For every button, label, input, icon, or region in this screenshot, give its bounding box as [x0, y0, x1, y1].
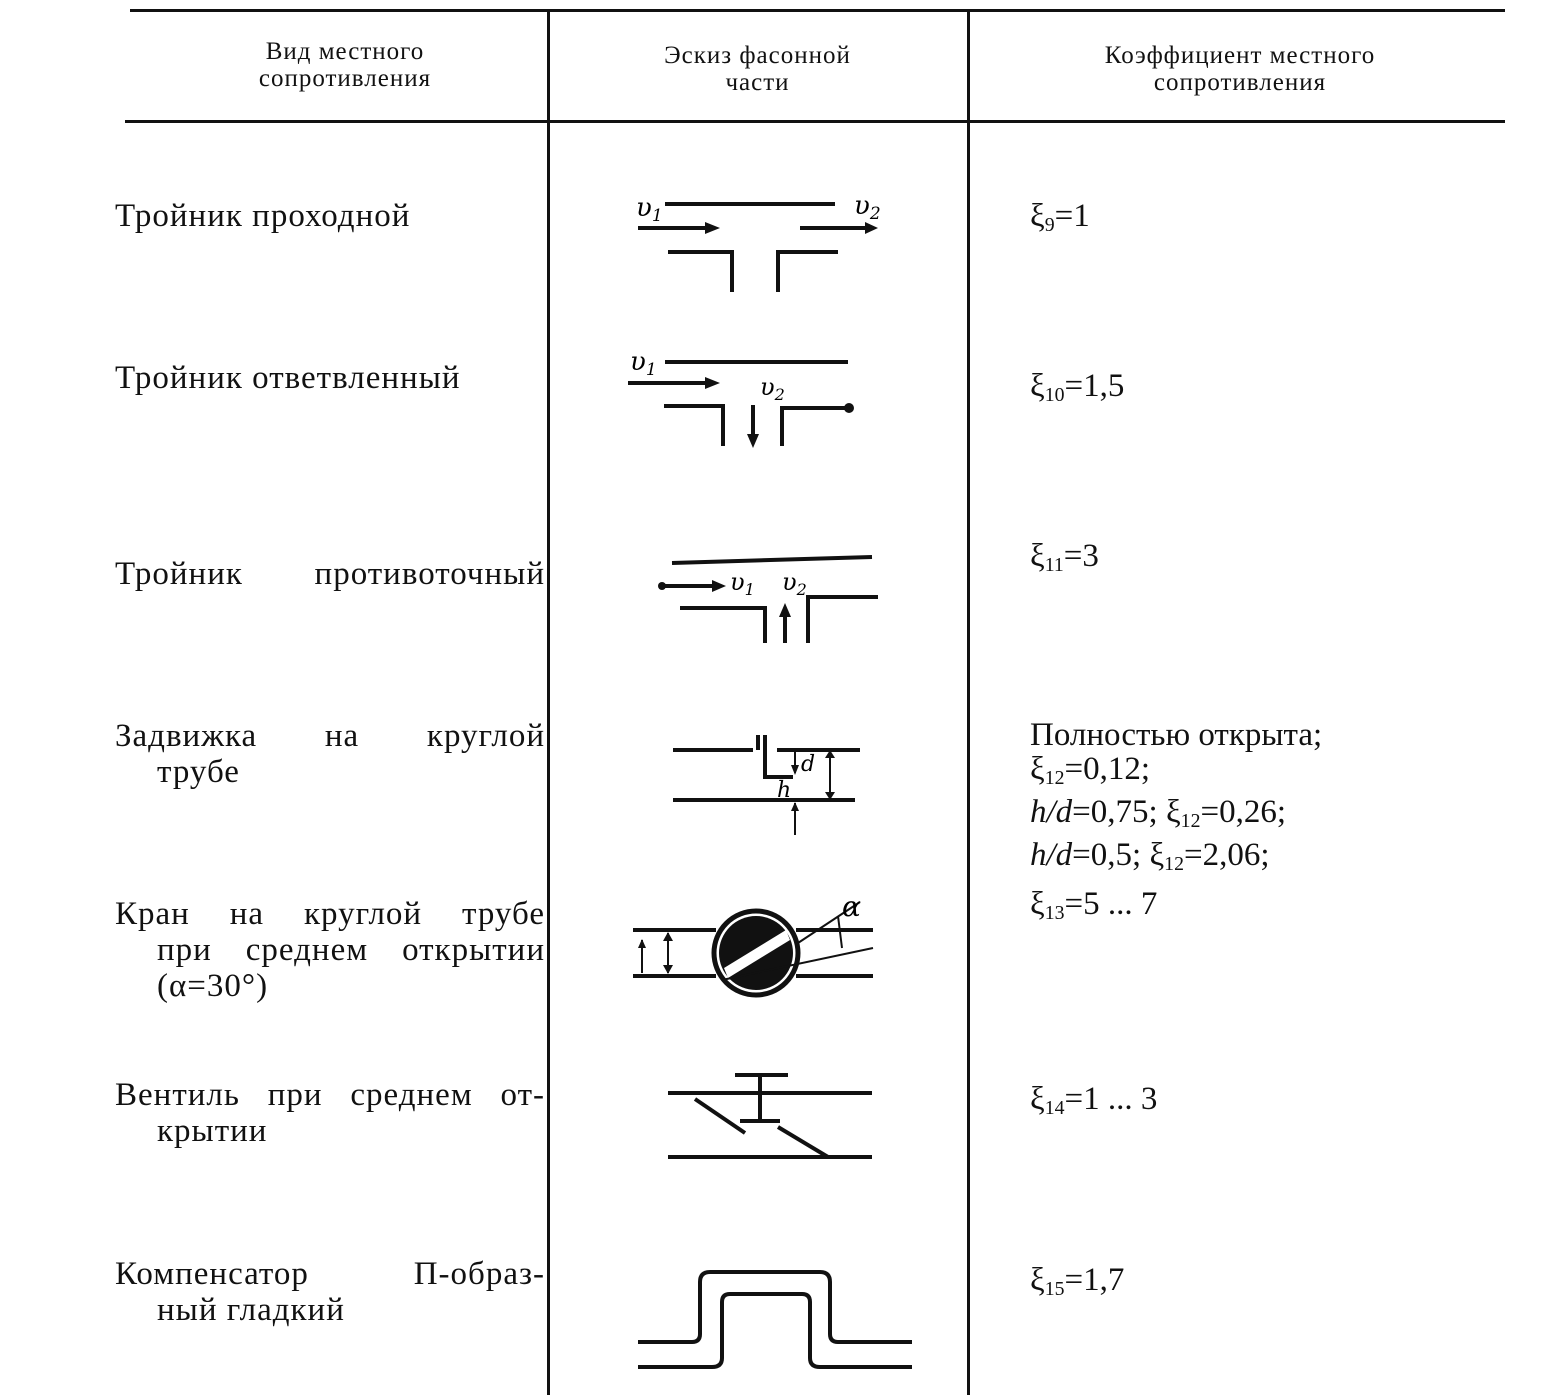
svg-text:υ2: υ2: [854, 191, 881, 224]
row5-sketch-label-alpha: α: [842, 890, 861, 923]
row6-name-line2: крытии: [157, 1113, 268, 1149]
row2-name: [115, 360, 545, 396]
header-col3: [975, 42, 1505, 96]
row4-name: [115, 718, 545, 790]
svg-text:υ1: $\upsilon_1$: [730, 568, 755, 599]
row6-sketch-globe-valve: [660, 1065, 880, 1165]
row3-name-line1: Тройник противоточный: [115, 556, 545, 592]
header-bottom-rule: [125, 120, 1505, 123]
row6-coef: $\xi_{14}=1$ ... 3: [1030, 1081, 1158, 1119]
svg-text:υ2: $\upsilon_2$: [782, 568, 807, 599]
header-col2-line2: части: [725, 69, 790, 96]
row4-coef-line1: Полностью открыта;: [1030, 717, 1323, 753]
row4-sketch-label-d: d: [801, 752, 816, 777]
row1-sketch-tee-through: [620, 180, 900, 300]
row5-name-line1: Кран на круглой трубе: [115, 896, 545, 932]
row5-name: [115, 896, 545, 1004]
row6-name: [115, 1077, 545, 1149]
row1-coef: $\xi_9=1$: [1030, 198, 1090, 236]
row4-sketch-gate-valve: [665, 725, 875, 840]
row2-name-line1: Тройник ответвленный: [115, 360, 461, 396]
header-col1-line1: Вид местного: [265, 38, 425, 65]
svg-text:υ2: $\upsilon_2$: [760, 373, 785, 404]
row4-coef-line3: h/d=0,75; $\xi_{12}=0,26$;: [1030, 793, 1286, 832]
header-col2-line1: Эскиз фасонной: [664, 42, 851, 69]
header-col1: [150, 38, 540, 92]
row4-sketch-label-h: h: [777, 778, 792, 803]
row2-coef: $\xi_{10}=1,5$: [1030, 368, 1125, 406]
row3-sketch-tee-counterflow: [650, 545, 890, 650]
svg-text:υ1: υ1: [630, 347, 657, 380]
top-rule: [130, 9, 1505, 12]
row7-sketch-u-compensator: [630, 1262, 920, 1377]
header-col3-line1: Коэффициент местного: [1104, 42, 1376, 69]
row6-name-line1: Вентиль при среднем от-: [115, 1077, 545, 1113]
column-divider-1: [547, 12, 550, 1395]
row7-name-line2: ный гладкий: [157, 1292, 345, 1328]
row4-coef-line4: h/d=0,5; $\xi_{12}=2,06$;: [1030, 836, 1270, 875]
row1-name: [115, 198, 545, 234]
row4-coef-line2: $\xi_{12}=0,12$;: [1030, 751, 1151, 789]
row4-name-line1: Задвижка на круглой: [115, 718, 545, 754]
svg-text:υ1: υ1: [636, 193, 663, 226]
row7-name: [115, 1256, 545, 1328]
row4-coef: [1030, 718, 1322, 881]
header-col1-line2: сопротивления: [258, 65, 432, 92]
column-divider-2: [967, 12, 970, 1395]
header-col3-line2: сопротивления: [1153, 69, 1327, 96]
row5-sketch-plug-valve: [628, 888, 888, 1008]
row5-name-line3: (α=30°): [157, 968, 269, 1004]
row7-coef: $\xi_{15}=1,7$: [1030, 1262, 1125, 1300]
row4-name-line2: трубе: [157, 754, 240, 790]
row5-coef: $\xi_{13}=5$ ... 7: [1030, 886, 1158, 924]
row5-name-line2: при среднем открытии: [157, 932, 545, 968]
row2-sketch-tee-branch: [620, 340, 900, 455]
row3-coef: $\xi_{11}=3$: [1030, 538, 1099, 576]
header-col2: [555, 42, 960, 96]
row3-name: [115, 556, 545, 592]
row1-name-line1: Тройник проходной: [115, 198, 411, 234]
row7-name-line1: Компенсатор П-образ-: [115, 1256, 545, 1292]
